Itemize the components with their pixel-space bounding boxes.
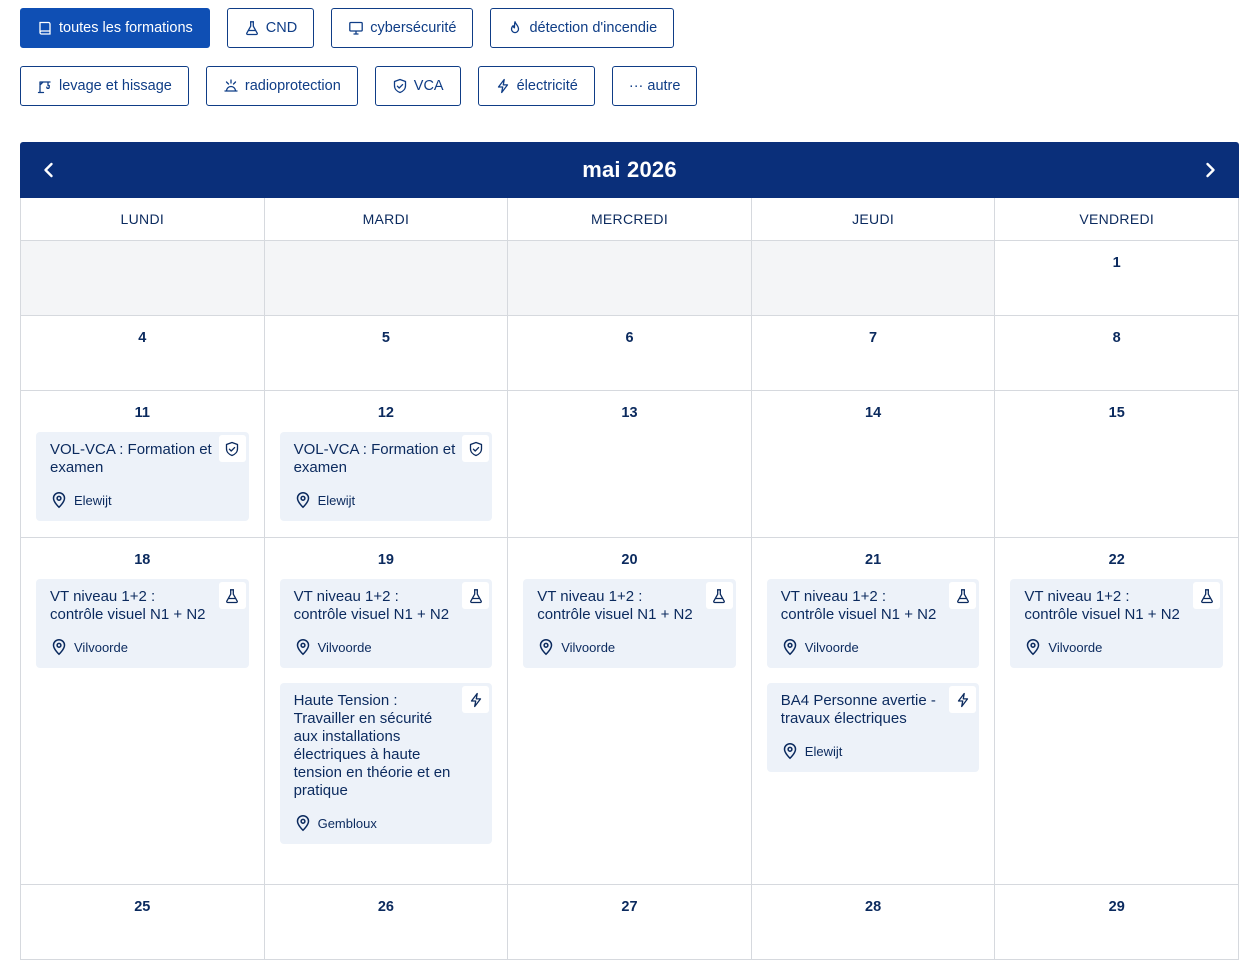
filter-row: [20, 8, 1240, 48]
event-location: [294, 491, 479, 509]
map-pin-icon: [781, 742, 799, 760]
flask-icon: [955, 588, 971, 604]
filter-button-crane[interactable]: [20, 66, 189, 106]
event-card[interactable]: [767, 579, 980, 668]
day-number: 18: [134, 552, 151, 568]
day-cell: [995, 316, 1239, 391]
event-category-badge: [462, 435, 489, 462]
lightning-icon: [955, 692, 971, 708]
day-cell: [265, 538, 509, 885]
day-cell: [508, 885, 752, 960]
event-card[interactable]: [36, 579, 249, 668]
lightning-icon: [495, 78, 511, 94]
flask-icon: [244, 20, 260, 36]
day-cell: [265, 391, 509, 538]
event-card[interactable]: [280, 683, 493, 844]
event-location-label: Gembloux: [317, 815, 377, 831]
day-number: 7: [869, 330, 878, 346]
filter-button-lightning[interactable]: [478, 66, 595, 106]
calendar-header: [20, 142, 1239, 198]
event-location-label: Vilvoorde: [561, 639, 616, 655]
day-number: 27: [621, 899, 638, 915]
day-cell: [508, 391, 752, 538]
filter-button-flask[interactable]: [227, 8, 314, 48]
shield-check-icon: [468, 441, 484, 457]
day-cell: [21, 538, 265, 885]
flask-icon: [224, 588, 240, 604]
day-number: 19: [377, 552, 394, 568]
calendar-grid: [20, 198, 1239, 960]
flask-icon: [711, 588, 727, 604]
event-location: [50, 491, 235, 509]
weekday-header: JEUDI: [752, 198, 996, 241]
day-cell: [752, 538, 996, 885]
filter-label: électricité: [516, 78, 578, 94]
filter-label: cybersécurité: [370, 20, 457, 36]
event-location: [781, 742, 966, 760]
event-title: VT niveau 1+2 : contrôle visuel N1 + N2: [50, 588, 206, 623]
empty-day-cell: [21, 241, 265, 316]
event-title: BA4 Personne avertie - travaux électriques: [780, 692, 936, 727]
chevron-right-icon: [1202, 162, 1218, 178]
map-pin-icon: [294, 814, 312, 832]
filter-label: toutes les formations: [59, 20, 193, 36]
weekday-header: VENDREDI: [995, 198, 1239, 241]
filter-label: levage et hissage: [59, 78, 172, 94]
event-location: [781, 638, 966, 656]
day-number: 28: [865, 899, 882, 915]
day-number: 12: [377, 405, 394, 421]
filter-label: radioprotection: [244, 78, 341, 94]
day-number: 4: [138, 330, 147, 346]
event-card[interactable]: [1010, 579, 1223, 668]
event-category-badge: [219, 582, 246, 609]
event-title: VT niveau 1+2 : contrôle visuel N1 + N2: [780, 588, 937, 623]
filter-row: [20, 66, 1240, 106]
prev-month-button[interactable]: [38, 159, 60, 181]
day-cell: [995, 241, 1239, 316]
event-location: [50, 638, 235, 656]
lightning-icon: [468, 692, 484, 708]
filter-button-flame[interactable]: [490, 8, 674, 48]
event-category-badge: [706, 582, 733, 609]
filter-button-monitor[interactable]: [331, 8, 473, 48]
radiation-icon: [223, 78, 239, 94]
day-cell: [21, 316, 265, 391]
day-cell: [995, 391, 1239, 538]
event-title: VOL-VCA : Formation et examen: [50, 441, 212, 476]
day-cell: [752, 316, 996, 391]
event-title: VT niveau 1+2 : contrôle visuel N1 + N2: [293, 588, 450, 623]
event-location: [294, 814, 479, 832]
event-title: VT niveau 1+2 : contrôle visuel N1 + N2: [537, 588, 693, 623]
event-category-badge: [949, 582, 976, 609]
day-number: 25: [134, 899, 151, 915]
event-category-badge: [219, 435, 246, 462]
empty-day-cell: [752, 241, 996, 316]
filter-button-radiation[interactable]: [206, 66, 358, 106]
event-card[interactable]: [280, 432, 493, 521]
event-title: VT niveau 1+2 : contrôle visuel N1 + N2: [1024, 588, 1180, 623]
event-card[interactable]: [280, 579, 493, 668]
monitor-icon: [348, 20, 364, 36]
day-number: 15: [1108, 405, 1125, 421]
filter-label: ··· autre: [628, 78, 681, 94]
day-cell: [752, 885, 996, 960]
day-cell: [508, 316, 752, 391]
event-category-badge: [462, 582, 489, 609]
day-number: 20: [621, 552, 638, 568]
event-location-label: Vilvoorde: [74, 639, 128, 655]
empty-day-cell: [265, 241, 509, 316]
event-card[interactable]: [767, 683, 980, 772]
event-category-badge: [1193, 582, 1220, 609]
event-title: VOL-VCA : Formation et examen: [293, 441, 456, 476]
map-pin-icon: [50, 638, 68, 656]
event-location-label: Vilvoorde: [804, 639, 859, 655]
event-card[interactable]: [523, 579, 736, 668]
event-category-badge: [949, 686, 976, 713]
filter-label: CND: [265, 20, 298, 36]
filter-label: détection d'incendie: [529, 20, 658, 36]
day-cell: [21, 885, 265, 960]
event-card[interactable]: [36, 432, 249, 521]
filter-button-more[interactable]: [612, 66, 698, 106]
day-cell: [21, 391, 265, 538]
day-cell: [995, 885, 1239, 960]
day-number: 21: [865, 552, 882, 568]
shield-check-icon: [392, 78, 408, 94]
event-location: [537, 638, 722, 656]
weekday-header: MERCREDI: [508, 198, 752, 241]
filter-label: VCA: [413, 78, 444, 94]
calendar: [20, 142, 1239, 960]
crane-icon: [37, 78, 53, 94]
day-number: 22: [1108, 552, 1125, 568]
next-month-button[interactable]: [1199, 159, 1221, 181]
day-number: 11: [134, 405, 150, 421]
map-pin-icon: [781, 638, 799, 656]
event-category-badge: [462, 686, 489, 713]
event-location: [1024, 638, 1209, 656]
day-number: 14: [865, 405, 882, 421]
weekday-header: MARDI: [265, 198, 509, 241]
day-number: 6: [625, 330, 634, 346]
day-number: 13: [621, 405, 638, 421]
event-location-label: Vilvoorde: [317, 639, 372, 655]
shield-check-icon: [224, 441, 240, 457]
day-number: 1: [1112, 255, 1121, 271]
map-pin-icon: [1024, 638, 1042, 656]
day-number: 8: [1112, 330, 1121, 346]
day-number: 5: [381, 330, 390, 346]
flame-icon: [507, 20, 523, 36]
map-pin-icon: [50, 491, 68, 509]
weekday-header: LUNDI: [21, 198, 265, 241]
filter-button-book[interactable]: [20, 8, 210, 48]
day-cell: [265, 885, 509, 960]
event-location-label: Elewijt: [317, 492, 356, 508]
map-pin-icon: [537, 638, 555, 656]
map-pin-icon: [294, 638, 312, 656]
event-location-label: Elewijt: [74, 492, 112, 508]
flask-icon: [1199, 588, 1215, 604]
book-icon: [37, 20, 53, 36]
chevron-left-icon: [41, 162, 57, 178]
day-number: 29: [1108, 899, 1125, 915]
map-pin-icon: [294, 491, 312, 509]
flask-icon: [468, 588, 484, 604]
day-number: 26: [377, 899, 394, 915]
event-location-label: Vilvoorde: [1048, 639, 1103, 655]
filter-bar: [20, 8, 1240, 124]
day-cell: [752, 391, 996, 538]
event-location-label: Elewijt: [804, 743, 843, 759]
month-title: mai 2026: [582, 157, 677, 182]
day-cell: [265, 316, 509, 391]
day-cell: [995, 538, 1239, 885]
event-location: [294, 638, 479, 656]
filter-button-shield-check[interactable]: [375, 66, 461, 106]
event-title: Haute Tension : Travailler en sécurité aux installations électriques à haute tension en théorie et en pratique: [293, 692, 451, 799]
empty-day-cell: [508, 241, 752, 316]
day-cell: [508, 538, 752, 885]
